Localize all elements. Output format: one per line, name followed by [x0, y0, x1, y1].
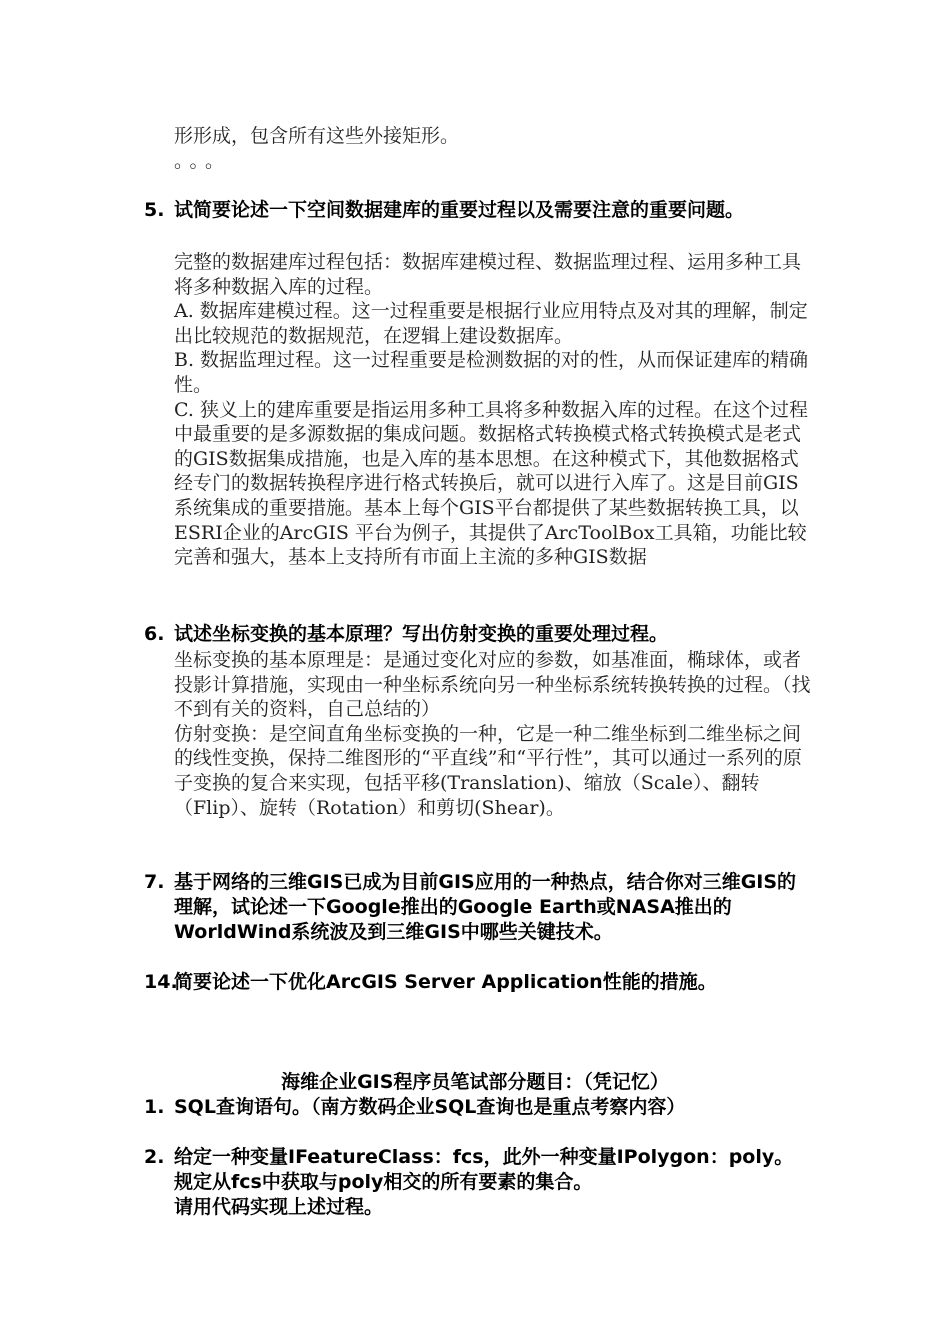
section-title: 海维企业GIS程序员笔试部分题目：（凭记忆）: [281, 1071, 669, 1093]
question-line: 规定从fcs中获取与poly相交的所有要素的集合。: [174, 1171, 593, 1193]
question-number: 1.: [144, 1096, 165, 1118]
answer-6: [174, 648, 814, 820]
question-7: [144, 870, 814, 945]
continuation-text: [174, 124, 814, 173]
question-line: 给定一种变量IFeatureClass：fcs，此外一种变量IPolygon：poly。: [174, 1146, 794, 1168]
ellipsis: 。。。: [174, 149, 231, 172]
question-number: 6.: [144, 623, 165, 645]
question-text: 基于网络的三维GIS已成为目前GIS应用的一种热点，结合你对三维GIS的理解，试论述一下Google推出的Google Earth或NASA推出的WorldWind系统波及到三维GIS中哪些关键技术。: [174, 871, 797, 943]
question-6: [144, 622, 814, 647]
question-text: 试简要论述一下空间数据建库的重要过程以及需要注意的重要问题。: [174, 199, 745, 221]
answer-paragraph: A. 数据库建模过程。这一过程重要是根据行业应用特点及对其的理解，制定出比较规范的数据规范，在逻辑上建设数据库。: [174, 300, 808, 347]
section2-question-1: [144, 1095, 814, 1120]
answer-5: [174, 250, 814, 570]
question-14: [144, 970, 814, 995]
question-number: 5.: [144, 199, 165, 221]
question-number: 14.: [144, 971, 178, 993]
question-text: 简要论述一下优化ArcGIS Server Application性能的措施。: [174, 971, 717, 993]
section2-question-2: [144, 1145, 834, 1220]
answer-paragraph: C. 狭义上的建库重要是指运用多种工具将多种数据入库的过程。在这个过程中最重要的是多源数据的集成问题。数据格式转换模式格式转换模式是老式的GIS数据集成措施，也是入库的基本思想。在这种模式下，其他数据格式经专门的数据转换程序进行格式转换后，就可以进行入库了。这是目前GIS系统集成的重要措施。基本上每个GIS平台都提供了某些数据转换工具，以ESRI企业的ArcGIS 平台为例子，其提供了ArcToolBox工具箱，功能比较完善和强大，基本上支持所有市面上主流的多种GIS数据: [174, 398, 808, 569]
question-5: [144, 198, 814, 223]
question-number: 2.: [144, 1146, 165, 1168]
continuation-line: 形形成，包含所有这些外接矩形。: [174, 125, 460, 147]
question-text: SQL查询语句。（南方数码企业SQL查询也是重点考察内容）: [174, 1096, 686, 1118]
answer-paragraph: 仿射变换：是空间直角坐标变换的一种，它是一种二维坐标到二维坐标之间的线性变换，保持二维图形的“平直线”和“平行性”，其可以通过一系列的原子变换的复合来实现，包括平移(Translation)、缩放（Scale）、翻转（Flip）、旋转（Rotation）和剪切(Shear)。: [174, 722, 802, 819]
answer-paragraph: 完整的数据建库过程包括：数据库建模过程、数据监理过程、运用多种工具将多种数据入库的过程。: [174, 251, 802, 298]
question-line: 请用代码实现上述过程。: [174, 1196, 384, 1218]
answer-paragraph: B. 数据监理过程。这一过程重要是检测数据的对的性，从而保证建库的精确性。: [174, 349, 809, 396]
question-number: 7.: [144, 871, 165, 893]
question-text: 试述坐标变换的基本原理？写出仿射变换的重要处理过程。: [174, 623, 669, 645]
answer-paragraph: 坐标变换的基本原理是：是通过变化对应的参数，如基准面，椭球体，或者投影计算措施，实现由一种坐标系统向另一种坐标系统转换转换的过程。（找不到有关的资料，自己总结的）: [174, 649, 811, 721]
